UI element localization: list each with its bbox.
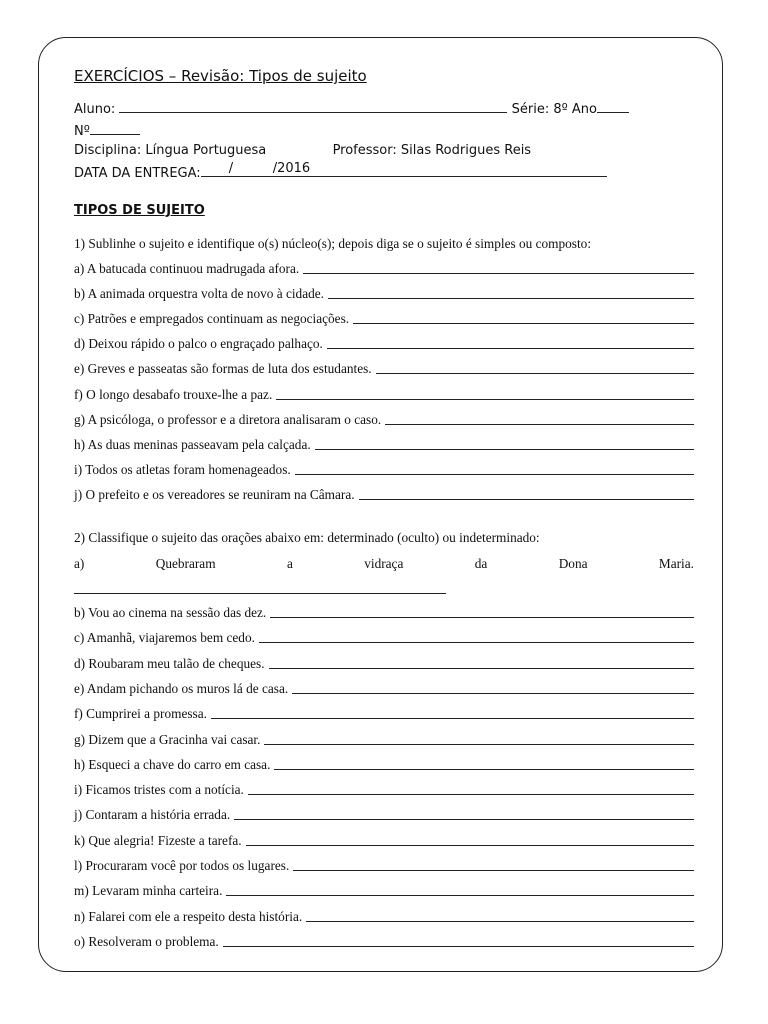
q1-item (74, 487, 694, 503)
q1-answer-line[interactable] (359, 499, 694, 500)
aluno-label: Aluno: (74, 102, 116, 117)
q2-answer-line[interactable] (223, 946, 694, 947)
q1-item-text: b) A animada orquestra volta de novo à cidade. (74, 286, 324, 302)
data-field[interactable] (201, 161, 607, 177)
q2-item-text: b) Vou ao cinema na sessão das dez. (74, 605, 267, 620)
date-row (74, 161, 607, 181)
q1-answer-line[interactable] (303, 273, 694, 274)
q2-item (74, 732, 694, 748)
q1-item (74, 462, 694, 478)
q2-answer-line[interactable] (274, 769, 694, 770)
q1-item-text: j) O prefeito e os vereadores se reuniram na Câmara. (74, 486, 355, 502)
q1-item-text: c) Patrões e empregados continuam as negociações. (74, 311, 350, 327)
q2-item-a-answer-line[interactable] (74, 593, 446, 594)
q1-item (74, 261, 694, 277)
q1-item-text: g) A psicóloga, o professor e a diretora analisaram o caso. (74, 411, 382, 427)
q2-item-text: e) Andam pichando os muros lá de casa. (74, 680, 289, 696)
q2-answer-line[interactable] (211, 718, 694, 719)
q2-item-text: h) Esqueci a chave do carro em casa. (74, 756, 271, 772)
q2-a-word: a) (74, 556, 85, 571)
q1-item (74, 286, 694, 302)
q2-item (74, 757, 694, 773)
q1-answer-line[interactable] (276, 399, 694, 400)
aluno-field[interactable] (119, 100, 507, 113)
q1-item (74, 336, 694, 352)
q1-item-text: a) A batucada continuou madrugada afora. (74, 261, 300, 276)
q2-a-word: Dona (558, 556, 588, 571)
q2-item (74, 605, 694, 621)
data-label: DATA DA ENTREGA: (74, 166, 201, 181)
q2-answer-line[interactable] (270, 617, 694, 618)
q1-item-text: d) Deixou rápido o palco o engraçado palhaço. (74, 336, 323, 352)
q2-item (74, 934, 694, 950)
q2-a-word: Quebraram (155, 556, 216, 571)
q2-answer-line[interactable] (306, 921, 694, 922)
q1-item (74, 311, 694, 327)
q2-answer-line[interactable] (226, 895, 694, 896)
q1-item-text: e) Greves e passeatas são formas de luta dos estudantes. (74, 361, 372, 377)
q2-item-text: n) Falarei com ele a respeito desta história. (74, 908, 303, 924)
q1-answer-line[interactable] (315, 449, 694, 450)
q2-a-word: da (474, 556, 488, 571)
section-title: TIPOS DE SUJEITO (74, 203, 205, 218)
q2-item-text: g) Dizem que a Gracinha vai casar. (74, 731, 261, 747)
q1-answer-line[interactable] (295, 474, 694, 475)
q2-item-a (74, 556, 694, 572)
q2-answer-line[interactable] (246, 845, 694, 846)
q2-instruction: 2) Classifique o sujeito das orações abaixo em: determinado (oculto) ou indeterminado: (74, 530, 540, 545)
number-row (74, 122, 140, 139)
q2-item (74, 706, 694, 722)
q1-instruction: 1) Sublinhe o sujeito e identifique o(s) núcleo(s); depois diga se o sujeito é simples ou composto: (74, 236, 592, 251)
q2-item (74, 807, 694, 823)
page-title: EXERCÍCIOS – Revisão: Tipos de sujeito (74, 67, 367, 85)
q2-a-word: Maria. (658, 556, 694, 571)
q1-answer-line[interactable] (385, 424, 694, 425)
q1-answer-line[interactable] (376, 373, 694, 374)
serie-field[interactable] (597, 100, 629, 113)
q1-answer-line[interactable] (328, 298, 694, 299)
q1-item (74, 412, 694, 428)
q2-answer-line[interactable] (259, 642, 694, 643)
q1-item (74, 387, 694, 403)
q2-item (74, 630, 694, 646)
q2-item-text: c) Amanhã, viajaremos bem cedo. (74, 630, 255, 646)
professor-label: Professor: Silas Rodrigues Reis (332, 143, 532, 158)
q2-item (74, 782, 694, 798)
q2-item (74, 681, 694, 697)
student-row (74, 100, 629, 117)
serie-label: Série: 8º Ano (511, 102, 597, 117)
q2-item (74, 858, 694, 874)
q2-item (74, 656, 694, 672)
q2-item (74, 833, 694, 849)
q2-item (74, 909, 694, 925)
date-sep-1: / (228, 161, 234, 176)
disciplina-label: Disciplina: Língua Portuguesa (74, 143, 267, 158)
q2-item-text: f) Cumprirei a promessa. (74, 706, 207, 722)
q2-answer-line[interactable] (234, 819, 694, 820)
q1-item (74, 361, 694, 377)
numero-field[interactable] (90, 122, 140, 135)
q2-answer-line[interactable] (292, 693, 694, 694)
q2-item-text: k) Que alegria! Fizeste a tarefa. (74, 832, 242, 848)
q2-answer-line[interactable] (264, 744, 694, 745)
numero-label: Nº (74, 124, 90, 139)
q2-item-text: d) Roubaram meu talão de cheques. (74, 655, 265, 671)
q2-answer-line[interactable] (293, 870, 694, 871)
date-sep-2: /2016 (272, 161, 311, 176)
q2-item-text: o) Resolveram o problema. (74, 933, 219, 949)
q1-answer-line[interactable] (353, 323, 694, 324)
q1-item (74, 437, 694, 453)
q2-a-word: a (286, 556, 293, 571)
q1-item-text: i) Todos os atletas foram homenageados. (74, 461, 291, 477)
q2-item-text: l) Procuraram você por todos os lugares. (74, 858, 290, 873)
q1-answer-line[interactable] (327, 348, 694, 349)
q1-item-text: f) O longo desabafo trouxe-lhe a paz. (74, 386, 273, 402)
q2-item-text: m) Levaram minha carteira. (74, 883, 223, 899)
q2-item-text: j) Contaram a história errada. (74, 807, 231, 823)
discipline-row (74, 143, 531, 158)
q2-item (74, 883, 694, 899)
q2-a-word: vidraça (364, 556, 404, 571)
q1-item-text: h) As duas meninas passeavam pela calçada. (74, 436, 311, 452)
q2-item-text: i) Ficamos tristes com a notícia. (74, 782, 244, 798)
q2-answer-line[interactable] (248, 794, 694, 795)
q2-answer-line[interactable] (269, 668, 694, 669)
